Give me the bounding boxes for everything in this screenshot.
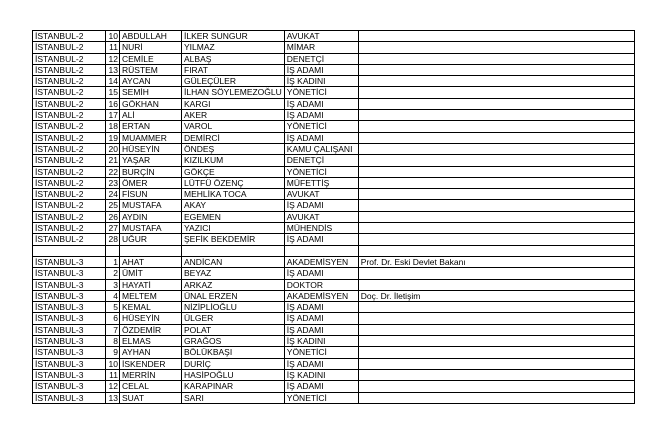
cell-district: İSTANBUL-2 [33, 166, 106, 177]
cell-note [358, 324, 634, 335]
cell-number: 22 [106, 166, 120, 177]
table-row [33, 392, 635, 403]
cell-note [358, 42, 634, 53]
cell-last-name: DURİÇ [182, 358, 285, 369]
cell-profession: DENETÇİ [284, 53, 358, 64]
cell-note [358, 279, 634, 290]
cell-profession: YÖNETİCİ [284, 121, 358, 132]
cell-profession [284, 245, 358, 256]
cell-first-name: ABDULLAH [120, 31, 182, 42]
table-row [33, 132, 635, 143]
cell-last-name: AKAY [182, 200, 285, 211]
cell-last-name: DEMİRCİ [182, 132, 285, 143]
cell-last-name: YAZICI [182, 223, 285, 234]
cell-profession: İŞ KADINI [284, 369, 358, 380]
cell-district: İSTANBUL-2 [33, 143, 106, 154]
cell-number: 7 [106, 324, 120, 335]
cell-last-name: EGEMEN [182, 211, 285, 222]
candidate-table [32, 30, 635, 404]
cell-district: İSTANBUL-2 [33, 189, 106, 200]
cell-number: 26 [106, 211, 120, 222]
cell-note [358, 302, 634, 313]
cell-number: 15 [106, 87, 120, 98]
cell-profession: İŞ ADAMI [284, 200, 358, 211]
cell-first-name: MERRİN [120, 369, 182, 380]
cell-number: 13 [106, 64, 120, 75]
cell-last-name: ÜLGER [182, 313, 285, 324]
cell-first-name: MUSTAFA [120, 200, 182, 211]
cell-last-name: BÖLÜKBAŞI [182, 347, 285, 358]
cell-profession: AKADEMİSYEN [284, 256, 358, 267]
cell-profession: İŞ ADAMI [284, 234, 358, 245]
cell-last-name: KIZILKUM [182, 155, 285, 166]
cell-note [358, 143, 634, 154]
cell-number: 25 [106, 200, 120, 211]
table-row [33, 313, 635, 324]
cell-last-name: VAROL [182, 121, 285, 132]
cell-district: İSTANBUL-3 [33, 279, 106, 290]
cell-profession: DENETÇİ [284, 155, 358, 166]
table-row [33, 143, 635, 154]
cell-number: 14 [106, 76, 120, 87]
cell-note [358, 121, 634, 132]
table-row [33, 76, 635, 87]
cell-profession: AVUKAT [284, 211, 358, 222]
cell-profession: İŞ ADAMI [284, 313, 358, 324]
cell-note [358, 64, 634, 75]
table-row [33, 42, 635, 53]
cell-profession: MÜHENDİS [284, 223, 358, 234]
cell-first-name: HAYATİ [120, 279, 182, 290]
cell-profession: MİMAR [284, 42, 358, 53]
cell-last-name: İLHAN SÖYLEMEZOĞLU [182, 87, 285, 98]
cell-first-name: UĞUR [120, 234, 182, 245]
cell-note [358, 336, 634, 347]
cell-last-name: ANDİCAN [182, 256, 285, 267]
cell-last-name: ALBAŞ [182, 53, 285, 64]
cell-number [106, 245, 120, 256]
cell-profession: İŞ ADAMI [284, 302, 358, 313]
cell-district: İSTANBUL-3 [33, 268, 106, 279]
cell-number: 10 [106, 31, 120, 42]
cell-district: İSTANBUL-2 [33, 155, 106, 166]
cell-profession: İŞ KADINI [284, 76, 358, 87]
table-row [33, 211, 635, 222]
cell-district: İSTANBUL-2 [33, 132, 106, 143]
cell-number: 17 [106, 110, 120, 121]
cell-district: İSTANBUL-2 [33, 234, 106, 245]
cell-profession: KAMU ÇALIŞANI [284, 143, 358, 154]
cell-note [358, 234, 634, 245]
cell-note: Prof. Dr. Eski Devlet Bakanı [358, 256, 634, 267]
cell-note [358, 166, 634, 177]
cell-last-name: İLKER SUNGUR [182, 31, 285, 42]
cell-first-name: HÜSEYİN [120, 143, 182, 154]
cell-district: İSTANBUL-2 [33, 76, 106, 87]
cell-profession: AVUKAT [284, 189, 358, 200]
cell-district: İSTANBUL-3 [33, 381, 106, 392]
cell-last-name: KARAPINAR [182, 381, 285, 392]
cell-last-name: BEYAZ [182, 268, 285, 279]
cell-number: 20 [106, 143, 120, 154]
cell-district: İSTANBUL-2 [33, 64, 106, 75]
table-row [33, 64, 635, 75]
cell-note [358, 132, 634, 143]
cell-profession: İŞ ADAMI [284, 110, 358, 121]
table-row [33, 336, 635, 347]
cell-profession: İŞ ADAMI [284, 268, 358, 279]
cell-last-name: FIRAT [182, 64, 285, 75]
table-row [33, 279, 635, 290]
cell-last-name: ARKAZ [182, 279, 285, 290]
cell-number: 24 [106, 189, 120, 200]
cell-last-name: KARGI [182, 98, 285, 109]
table-row [33, 381, 635, 392]
cell-note [358, 155, 634, 166]
cell-district: İSTANBUL-2 [33, 110, 106, 121]
cell-first-name: ALİ [120, 110, 182, 121]
cell-number: 4 [106, 290, 120, 301]
cell-number: 28 [106, 234, 120, 245]
cell-note [358, 189, 634, 200]
cell-profession: İŞ ADAMI [284, 132, 358, 143]
table-row [33, 200, 635, 211]
cell-note [358, 211, 634, 222]
cell-profession: İŞ ADAMI [284, 324, 358, 335]
cell-district: İSTANBUL-3 [33, 369, 106, 380]
cell-number: 11 [106, 369, 120, 380]
table-row [33, 358, 635, 369]
cell-profession: YÖNETİCİ [284, 392, 358, 403]
cell-note [358, 381, 634, 392]
cell-note [358, 177, 634, 188]
table-row [33, 166, 635, 177]
cell-district: İSTANBUL-2 [33, 98, 106, 109]
cell-last-name: ŞEFİK BEKDEMİR [182, 234, 285, 245]
cell-first-name: ÖZDEMİR [120, 324, 182, 335]
cell-district: İSTANBUL-3 [33, 313, 106, 324]
cell-first-name: BURÇİN [120, 166, 182, 177]
table-row [33, 290, 635, 301]
cell-district: İSTANBUL-2 [33, 200, 106, 211]
cell-district: İSTANBUL-3 [33, 336, 106, 347]
table-row [33, 189, 635, 200]
table-row [33, 369, 635, 380]
cell-last-name: POLAT [182, 324, 285, 335]
cell-number: 11 [106, 42, 120, 53]
cell-last-name: LÜTFÜ ÖZENÇ [182, 177, 285, 188]
cell-district: İSTANBUL-2 [33, 31, 106, 42]
cell-first-name [120, 245, 182, 256]
cell-first-name: ÜMİT [120, 268, 182, 279]
cell-first-name: AHAT [120, 256, 182, 267]
cell-note [358, 31, 634, 42]
cell-number: 6 [106, 313, 120, 324]
cell-first-name: CEMİLE [120, 53, 182, 64]
cell-number: 10 [106, 358, 120, 369]
cell-number: 9 [106, 347, 120, 358]
cell-district: İSTANBUL-2 [33, 177, 106, 188]
cell-number: 3 [106, 279, 120, 290]
cell-note: Doç. Dr. İletişim [358, 290, 634, 301]
cell-profession: AVUKAT [284, 31, 358, 42]
table-row [33, 347, 635, 358]
cell-district: İSTANBUL-3 [33, 358, 106, 369]
cell-number: 2 [106, 268, 120, 279]
cell-number: 16 [106, 98, 120, 109]
cell-first-name: ELMAS [120, 336, 182, 347]
cell-note [358, 76, 634, 87]
cell-district: İSTANBUL-3 [33, 256, 106, 267]
cell-profession: YÖNETİCİ [284, 166, 358, 177]
table-row [33, 223, 635, 234]
cell-profession: İŞ ADAMI [284, 358, 358, 369]
cell-last-name: GÖKÇE [182, 166, 285, 177]
cell-first-name: AYDIN [120, 211, 182, 222]
cell-last-name: GRAĞOS [182, 336, 285, 347]
cell-district: İSTANBUL-2 [33, 223, 106, 234]
cell-first-name: YAŞAR [120, 155, 182, 166]
cell-district: İSTANBUL-2 [33, 53, 106, 64]
table-row [33, 256, 635, 267]
cell-first-name: AYCAN [120, 76, 182, 87]
cell-district: İSTANBUL-3 [33, 290, 106, 301]
cell-first-name: FİSUN [120, 189, 182, 200]
table-row [33, 98, 635, 109]
cell-district: İSTANBUL-2 [33, 121, 106, 132]
table-row [33, 110, 635, 121]
cell-district [33, 245, 106, 256]
cell-first-name: SEMİH [120, 87, 182, 98]
cell-number: 12 [106, 53, 120, 64]
table-row [33, 155, 635, 166]
cell-note [358, 110, 634, 121]
cell-note [358, 53, 634, 64]
cell-first-name: MUAMMER [120, 132, 182, 143]
cell-first-name: SUAT [120, 392, 182, 403]
table-row [33, 245, 635, 256]
cell-note [358, 200, 634, 211]
cell-profession: İŞ ADAMI [284, 381, 358, 392]
cell-note [358, 358, 634, 369]
cell-first-name: CELAL [120, 381, 182, 392]
cell-profession: İŞ KADINI [284, 336, 358, 347]
cell-number: 13 [106, 392, 120, 403]
cell-number: 19 [106, 132, 120, 143]
cell-number: 8 [106, 336, 120, 347]
cell-first-name: GÖKHAN [120, 98, 182, 109]
cell-last-name: YILMAZ [182, 42, 285, 53]
cell-profession: YÖNETİCİ [284, 347, 358, 358]
cell-number: 23 [106, 177, 120, 188]
cell-number: 21 [106, 155, 120, 166]
cell-profession: İŞ ADAMI [284, 64, 358, 75]
cell-profession: İŞ ADAMI [284, 98, 358, 109]
cell-first-name: MELTEM [120, 290, 182, 301]
table-row [33, 121, 635, 132]
cell-first-name: ÖMER [120, 177, 182, 188]
cell-last-name: ÜNAL ERZEN [182, 290, 285, 301]
cell-note [358, 347, 634, 358]
cell-last-name: ÖNDEŞ [182, 143, 285, 154]
cell-note [358, 87, 634, 98]
cell-last-name: AKER [182, 110, 285, 121]
cell-district: İSTANBUL-3 [33, 302, 106, 313]
cell-profession: DOKTOR [284, 279, 358, 290]
cell-number: 18 [106, 121, 120, 132]
cell-last-name: SARI [182, 392, 285, 403]
cell-note [358, 223, 634, 234]
cell-note [358, 245, 634, 256]
cell-note [358, 98, 634, 109]
table-row [33, 302, 635, 313]
table-row [33, 177, 635, 188]
cell-last-name: NİZİPLİOĞLU [182, 302, 285, 313]
table-row [33, 87, 635, 98]
cell-first-name: NURİ [120, 42, 182, 53]
cell-last-name: HASİPOĞLU [182, 369, 285, 380]
candidate-table-body [33, 31, 635, 404]
cell-last-name [182, 245, 285, 256]
cell-district: İSTANBUL-3 [33, 347, 106, 358]
cell-note [358, 313, 634, 324]
cell-last-name: GÜLEÇÜLER [182, 76, 285, 87]
cell-district: İSTANBUL-3 [33, 392, 106, 403]
cell-last-name: MEHLİKA TOCA [182, 189, 285, 200]
cell-note [358, 369, 634, 380]
cell-first-name: MUSTAFA [120, 223, 182, 234]
cell-note [358, 268, 634, 279]
cell-number: 12 [106, 381, 120, 392]
cell-profession: MÜFETTİŞ [284, 177, 358, 188]
cell-profession: YÖNETİCİ [284, 87, 358, 98]
table-row [33, 324, 635, 335]
cell-number: 5 [106, 302, 120, 313]
cell-district: İSTANBUL-2 [33, 211, 106, 222]
cell-district: İSTANBUL-3 [33, 324, 106, 335]
cell-first-name: AYHAN [120, 347, 182, 358]
cell-first-name: RÜSTEM [120, 64, 182, 75]
table-row [33, 53, 635, 64]
cell-number: 27 [106, 223, 120, 234]
table-row [33, 31, 635, 42]
cell-first-name: İSKENDER [120, 358, 182, 369]
cell-first-name: HÜSEYİN [120, 313, 182, 324]
cell-district: İSTANBUL-2 [33, 42, 106, 53]
table-row [33, 234, 635, 245]
table-row [33, 268, 635, 279]
cell-district: İSTANBUL-2 [33, 87, 106, 98]
cell-first-name: ERTAN [120, 121, 182, 132]
cell-first-name: KEMAL [120, 302, 182, 313]
cell-number: 1 [106, 256, 120, 267]
cell-profession: AKADEMİSYEN [284, 290, 358, 301]
cell-note [358, 392, 634, 403]
